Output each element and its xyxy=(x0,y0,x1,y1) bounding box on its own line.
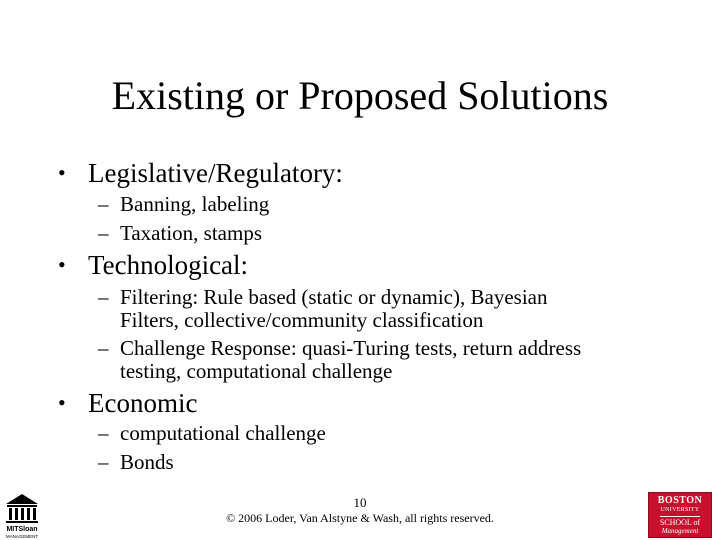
bullet-text: Legislative/Regulatory: xyxy=(88,158,343,188)
dash-marker: – xyxy=(98,336,109,360)
mit-logo-line2: MANAGEMENT xyxy=(5,534,39,539)
sub-bullet-text: Taxation, stamps xyxy=(120,221,263,245)
dash-marker: – xyxy=(98,221,109,245)
sub-bullet-text: Bonds xyxy=(120,450,174,474)
bu-logo-line2: UNIVERSITY xyxy=(660,506,700,513)
mit-logo-line1: MITSloan xyxy=(6,526,38,533)
sub-bullet-text-line1: Challenge Response: quasi-Turing tests, return address xyxy=(120,336,582,360)
boston-university-logo-icon xyxy=(648,492,712,538)
dash-marker: – xyxy=(98,450,109,474)
dash-marker: – xyxy=(98,192,109,216)
copyright-notice: © 2006 Loder, Van Alstyne & Wash, all rights reserved. xyxy=(226,511,494,525)
sub-bullet-text-line1: Filtering: Rule based (static or dynamic), Bayesian xyxy=(120,285,548,309)
bullet-marker: • xyxy=(58,252,66,277)
sub-bullet-text-line2: Filters, collective/community classification xyxy=(120,308,484,332)
slide-title: Existing or Proposed Solutions xyxy=(111,73,609,118)
sub-bullet-text: Banning, labeling xyxy=(120,192,270,216)
bullet-text: Technological: xyxy=(88,250,249,280)
bullet-marker: • xyxy=(58,390,66,415)
sub-bullet-text-line2: testing, computational challenge xyxy=(120,359,393,383)
bullet-marker: • xyxy=(58,160,66,185)
bu-logo-line4: Management xyxy=(661,526,699,535)
page-number: 10 xyxy=(353,495,367,510)
bu-logo-line3: SCHOOL of xyxy=(659,517,701,527)
bu-logo-line1: BOSTON xyxy=(657,494,703,506)
dash-marker: – xyxy=(98,421,109,445)
sub-bullet-text: computational challenge xyxy=(120,421,326,445)
bullet-text: Economic xyxy=(88,388,198,418)
dash-marker: – xyxy=(98,285,109,309)
mit-sloan-logo-icon xyxy=(0,488,44,540)
